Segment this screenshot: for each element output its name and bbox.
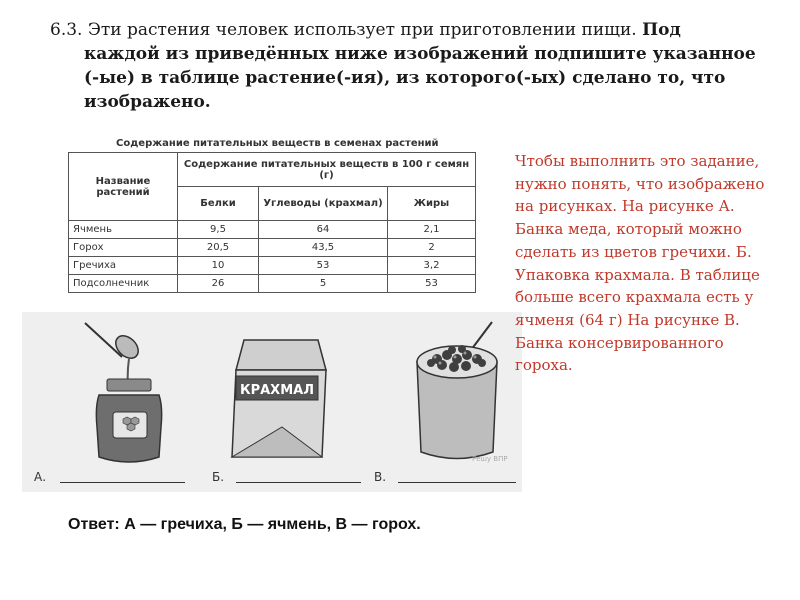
answer-line-b [236, 482, 361, 483]
cell-name: Горох [69, 239, 178, 257]
watermark: Решу ВПР [472, 455, 508, 463]
question-task-2: каждой из приведённых ниже изображений подпишите указанное [84, 44, 756, 64]
label-b: Б. [212, 470, 225, 484]
table-row [69, 221, 476, 239]
answer-text: Ответ: А — гречиха, Б — ячмень, В — горох. [68, 516, 421, 533]
question-text [50, 18, 780, 114]
cell-fat: 3,2 [388, 257, 476, 275]
header-protein: Белки [178, 187, 259, 221]
cell-carbs: 5 [259, 275, 388, 293]
answer-line-a [60, 482, 185, 483]
label-a: А. [34, 470, 47, 484]
cell-protein: 10 [178, 257, 259, 275]
question-task-1: Под [642, 20, 681, 40]
table-row [69, 275, 476, 293]
nutrition-table-block [68, 138, 476, 293]
starch-box-label: КРАХМАЛ [239, 383, 315, 398]
cell-name: Ячмень [69, 221, 178, 239]
header-fat: Жиры [388, 187, 476, 221]
answer-line-c [398, 482, 516, 483]
cell-protein: 26 [178, 275, 259, 293]
cell-protein: 9,5 [178, 221, 259, 239]
table-caption: Содержание питательных веществ в семенах растений [116, 138, 439, 149]
explanation-text: Чтобы выполнить это задание, нужно понять, что изображено на рисунках. На рисунке А. Банка меда, который можно сделать из цветов гречихи. Б. Упаковка крахмала. В таблице больше всего крахмала есть у ячменя (64 г) На рисунке В. Банка консервированного гороха. [515, 152, 765, 375]
cell-carbs: 64 [259, 221, 388, 239]
cell-fat: 2 [388, 239, 476, 257]
question-task-3: (-ые) в таблице растение(-ия), из которого(-ых) сделано то, что [84, 68, 726, 88]
starch-box-icon [222, 332, 342, 467]
cell-carbs: 43,5 [259, 239, 388, 257]
table-row [69, 257, 476, 275]
pea-can-icon [407, 317, 507, 467]
question-task-4: изображено. [84, 92, 211, 112]
cell-fat: 2,1 [388, 221, 476, 239]
header-nutrient-group: Содержание питательных веществ в 100 г семян (г) [178, 153, 476, 187]
table-row [69, 239, 476, 257]
honey-jar-icon [77, 317, 187, 467]
images-panel [22, 312, 522, 492]
cell-carbs: 53 [259, 257, 388, 275]
header-plant-name: Название растений [69, 153, 178, 221]
cell-name: Гречиха [69, 257, 178, 275]
cell-protein: 20,5 [178, 239, 259, 257]
question-number: 6.3. [50, 20, 83, 40]
label-c: В. [374, 470, 387, 484]
cell-fat: 53 [388, 275, 476, 293]
question-intro: Эти растения человек использует при приготовлении пищи. [87, 20, 637, 40]
cell-name: Подсолнечник [69, 275, 178, 293]
nutrition-table [68, 152, 476, 293]
header-carbs: Углеводы (крахмал) [259, 187, 388, 221]
